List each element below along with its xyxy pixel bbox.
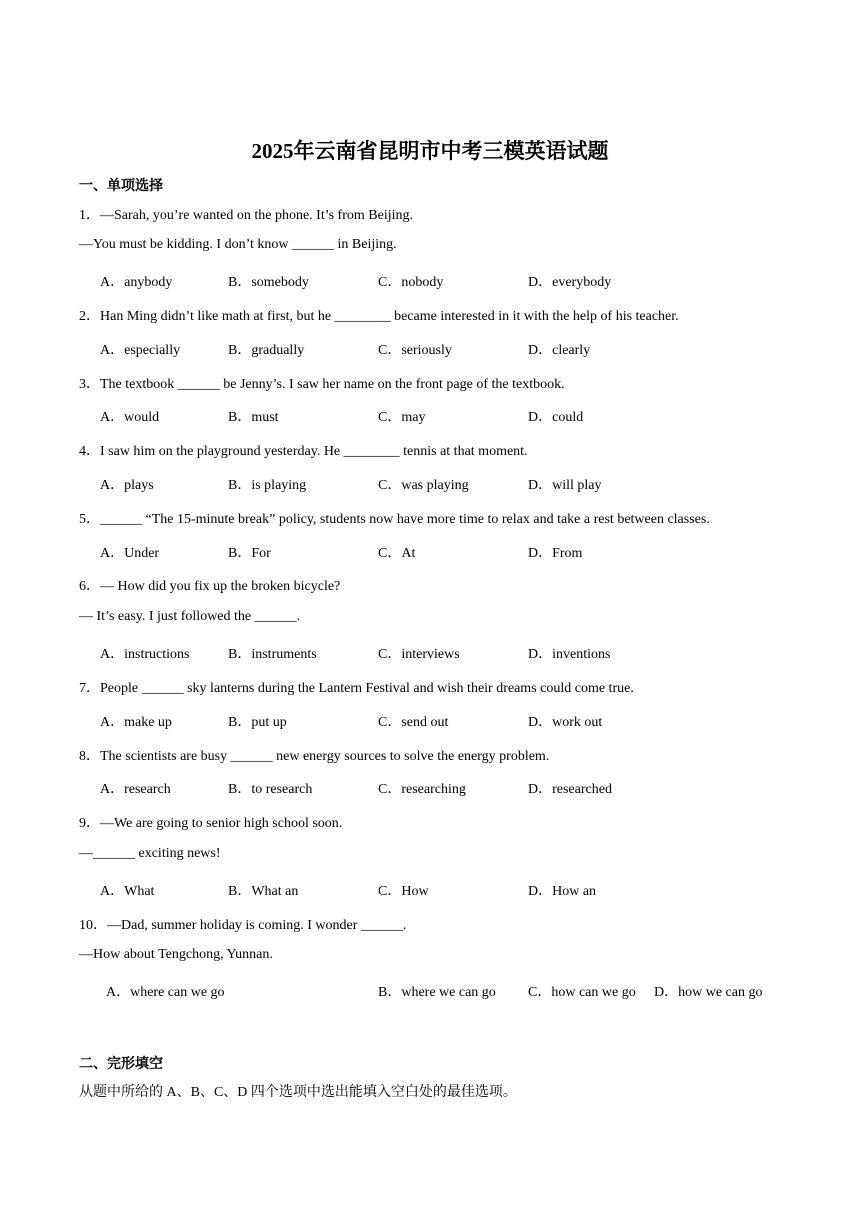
question-10-option-b: B．where we can go <box>378 985 496 1000</box>
question-6-line-2: — It’s easy. I just followed the ______. <box>79 609 301 624</box>
question-10-option-a: A．where can we go <box>106 985 225 1000</box>
question-4-option-b: B．is playing <box>228 478 307 493</box>
question-2-option-b: B．gradually <box>228 343 305 358</box>
question-3-option-a: A．would <box>100 410 160 425</box>
question-5-option-a: A．Under <box>100 546 160 561</box>
question-1-option-a: A．anybody <box>100 275 173 290</box>
question-8-line-1: 8．The scientists are busy ______ new energy sources to solve the energy problem. <box>79 749 550 764</box>
question-7-option-b: B．put up <box>228 715 287 730</box>
question-4-option-c: C．was playing <box>378 478 469 493</box>
question-6-line-1: 6．— How did you fix up the broken bicycle? <box>79 579 341 594</box>
question-10-line-2: —How about Tengchong, Yunnan. <box>79 947 273 962</box>
question-5-option-d: D．From <box>528 546 583 561</box>
section-instructions: 从题中所给的 A、B、C、D 四个选项中选出能填入空白处的最佳选项。 <box>79 1085 517 1100</box>
question-6-option-a: A．instructions <box>100 647 190 662</box>
question-7-option-c: C．send out <box>378 715 449 730</box>
question-3-line-1: 3．The textbook ______ be Jenny’s. I saw her name on the front page of the textbook. <box>79 377 565 392</box>
question-5-line-1: 5．______ “The 15-minute break” policy, students now have more time to relax and take a rest between classes. <box>79 512 710 527</box>
question-1-option-c: C．nobody <box>378 275 444 290</box>
section-heading-single-choice: 一、单项选择 <box>79 179 163 194</box>
section-heading-cloze: 二、完形填空 <box>79 1057 163 1072</box>
question-2-option-d: D．clearly <box>528 343 591 358</box>
question-9-line-2: —______ exciting news! <box>79 846 221 861</box>
question-10-option-d: D．how we can go <box>654 985 763 1000</box>
question-9-option-a: A．What <box>100 884 155 899</box>
document-title: 2025年云南省昆明市中考三模英语试题 <box>251 139 609 163</box>
question-3-option-c: C．may <box>378 410 426 425</box>
question-7-option-a: A．make up <box>100 715 172 730</box>
question-4-option-a: A．plays <box>100 478 154 493</box>
question-6-option-c: C．interviews <box>378 647 460 662</box>
question-1-option-b: B．somebody <box>228 275 309 290</box>
question-2-option-a: A．especially <box>100 343 181 358</box>
question-2-line-1: 2．Han Ming didn’t like math at first, but he ________ became interested in it with the help of his teacher. <box>79 309 679 324</box>
question-5-option-b: B．For <box>228 546 271 561</box>
question-10-line-1: 10．—Dad, summer holiday is coming. I wonder ______. <box>79 918 407 933</box>
question-10-option-c: C．how can we go <box>528 985 636 1000</box>
question-9-option-c: C．How <box>378 884 429 899</box>
question-7-option-d: D．work out <box>528 715 603 730</box>
question-4-line-1: 4．I saw him on the playground yesterday. He ________ tennis at that moment. <box>79 444 528 459</box>
question-1-line-1: 1．—Sarah, you’re wanted on the phone. It’s from Beijing. <box>79 208 413 223</box>
question-3-option-d: D．could <box>528 410 584 425</box>
question-8-option-a: A．research <box>100 782 171 797</box>
question-8-option-b: B．to research <box>228 782 313 797</box>
question-8-option-d: D．researched <box>528 782 612 797</box>
question-2-option-c: C．seriously <box>378 343 452 358</box>
question-6-option-b: B．instruments <box>228 647 317 662</box>
question-9-line-1: 9．—We are going to senior high school soon. <box>79 816 343 831</box>
question-1-line-2: —You must be kidding. I don’t know ______ in Beijing. <box>79 237 397 252</box>
question-4-option-d: D．will play <box>528 478 602 493</box>
question-3-option-b: B．must <box>228 410 279 425</box>
question-9-option-d: D．How an <box>528 884 597 899</box>
question-8-option-c: C．researching <box>378 782 466 797</box>
question-1-option-d: D．everybody <box>528 275 612 290</box>
question-7-line-1: 7．People ______ sky lanterns during the Lantern Festival and wish their dreams could come true. <box>79 681 634 696</box>
question-5-option-c: C．At <box>378 546 416 561</box>
question-9-option-b: B．What an <box>228 884 299 899</box>
question-6-option-d: D．inventions <box>528 647 611 662</box>
